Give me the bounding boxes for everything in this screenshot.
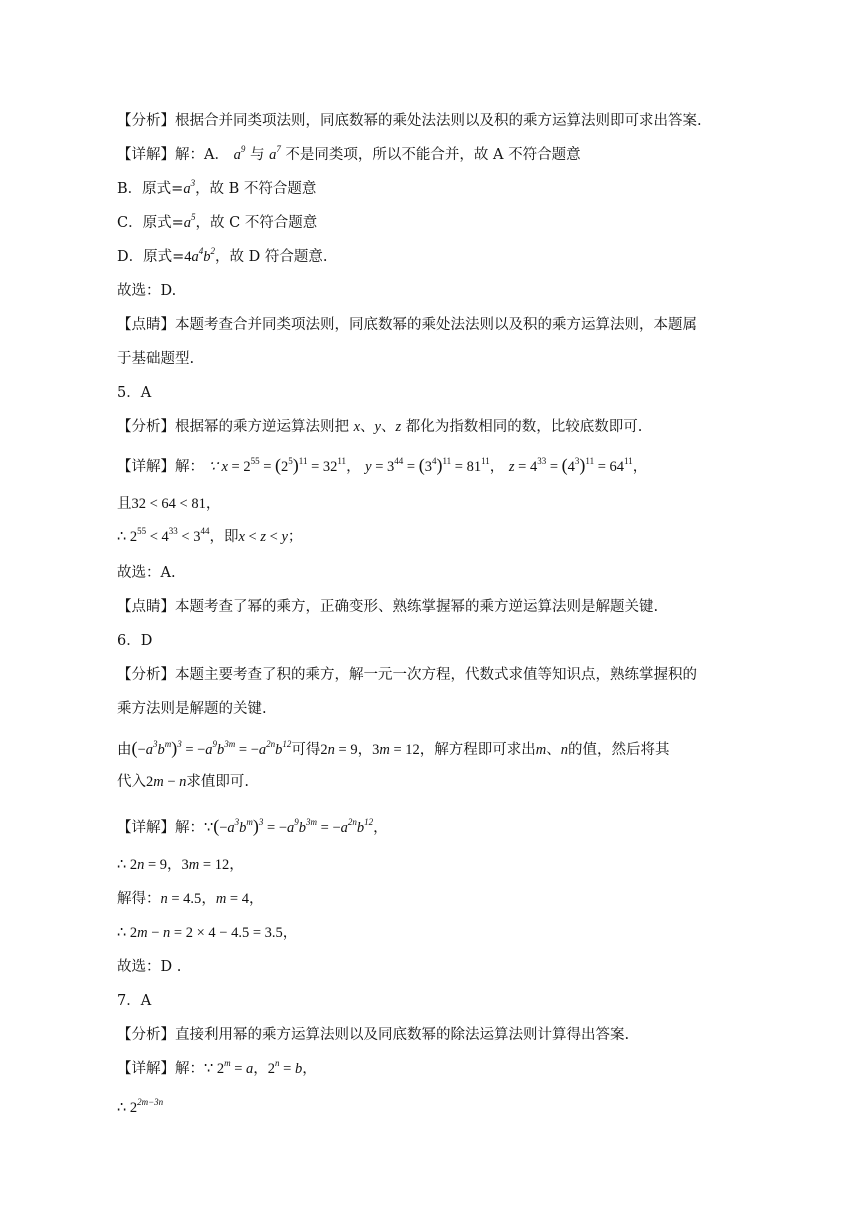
math-expr: 3m = 12 (181, 857, 230, 873)
q4-choice: 故选：D. (117, 283, 177, 299)
math-expr: $(-a^3b^m)^3 = -a^9b^{3m} = -a^{2n}b^{12}$ (131, 738, 292, 758)
q5-number: 5．A (117, 385, 152, 401)
math-expr: 3m = 12 (372, 742, 420, 758)
q6-number: 6．D (117, 633, 153, 649)
q6-substitute: 代入2m − n求值即可. (117, 774, 250, 790)
math-expr: ∴ $2^{55} < 4^{33} < 3^{44}$ (117, 526, 210, 545)
q6-therefore: ∴ 2n = 9，3m = 12， (117, 857, 244, 873)
q7-analysis: 【分析】直接利用幂的乘方运算法则以及同底数幂的除法运算法则计算得出答案. (117, 1027, 630, 1043)
math-expr: ∴ 2m − n = 2 × 4 − 4.5 = 3.5 (117, 925, 283, 941)
math-expr: 2n = 9 (320, 742, 358, 758)
q5-choice: 故选：A. (117, 565, 176, 581)
q6-solution: 解得：n = 4.5，m = 4， (117, 891, 264, 907)
q5-therefore: ∴ $2^{55} < 4^{33} < 3^{44}$，即x < z < y； (117, 526, 303, 545)
math-expr: $\because(-a^3b^m)^3 = -a^9b^{3m} = -a^{2n}b^{12}$ (204, 816, 374, 836)
math-expr: x < z < y (238, 529, 288, 545)
math-expr: 2$^n$ = b (267, 1058, 303, 1077)
math-expr: $a^3$ (183, 178, 196, 197)
q6-analysis-line2: 乘方法则是解题的关键. (117, 701, 267, 717)
math-expr: m = 4 (215, 891, 249, 907)
q6-from: 由$(-a^3b^m)^3 = -a^9b^{3m} = -a^{2n}b^{12}$可得2n = 9，3m = 12，解方程即可求出m、n的值，然后将其 (117, 738, 670, 758)
q7-number: 7．A (117, 993, 152, 1009)
q6-analysis-line1: 【分析】本题主要考查了积的乘方，解一元一次方程，代数式求值等知识点，熟练掌握积的 (117, 667, 697, 683)
q6-detail: 【详解】解：$\because(-a^3b^m)^3 = -a^9b^{3m} = -a^{2n}b^{12}$， (117, 816, 388, 836)
math-expr: $a^7$ (269, 144, 281, 163)
q6-choice: 故选：D . (117, 959, 182, 975)
q6-result: ∴ 2m − n = 2 × 4 − 4.5 = 3.5， (117, 925, 298, 941)
q4-analysis: 【分析】根据合并同类项法则，同底数幂的乘处法法则以及积的乘方运算法则即可求出答案. (117, 113, 702, 129)
q4-comment-line1: 【点睛】本题考查合并同类项法则，同底数幂的乘处法法则以及积的乘方运算法则，本题属 (117, 317, 697, 333)
q5-comment: 【点睛】本题考查了幂的乘方，正确变形、熟练掌握幂的乘方逆运算法则是解题关键. (117, 599, 659, 615)
q5-and: 且32 < 64 < 81， (117, 496, 221, 512)
math-expr: $a^9$ (233, 144, 246, 163)
q4-option-d: D．原式$=4a^4b^2$，故 D 符合题意. (117, 246, 328, 265)
q4-option-b: B．原式$=a^3$，故 B 不符合题意 (117, 178, 317, 197)
math-expr: $y = 3^{44} = (3^4)^{11} = 81^{11}$ (365, 455, 490, 475)
q4-detail-a: 【详解】解：A． $a^9$ 与 $a^7$ 不是同类项，所以不能合并，故 A 不符合题意 (117, 144, 581, 163)
math-expr: 2m − n (146, 774, 187, 790)
math-expr: ∴ $2^{2m-3n}$ (117, 1097, 164, 1116)
q7-detail: 【详解】解：∵ 2$^m$ = a，2$^n$ = b， (117, 1058, 317, 1077)
math-expr: $a^5$ (183, 212, 196, 231)
math-expr: n = 4.5 (160, 891, 202, 907)
math-expr: $z = 4^{33} = (4^3)^{11} = 64^{11}$ (508, 455, 633, 475)
q7-therefore (117, 1098, 747, 1118)
q4-comment-line2: 于基础题型. (117, 351, 195, 367)
math-expr: ∵ $x = 2^{55} = (2^5)^{11} = 32^{11}$ (208, 455, 347, 475)
math-expr: ∴ 2n = 9 (117, 857, 168, 873)
q5-analysis: 【分析】根据幂的乘方逆运算法则把 x、y、z 都化为指数相同的数，比较底数即可. (117, 419, 643, 435)
math-expr: ∵ 2$^m$ = a (204, 1058, 254, 1077)
q5-detail: 【详解】解： ∵ $x = 2^{55} = (2^5)^{11} = 32^{11}$， $y = 3^{44} = (3^4)^{11} = 81^{11}$， $z = 4^{33} = (4^3)^{11} = 64^{11}$， (117, 455, 648, 475)
math-expr: 32 < 64 < 81 (131, 496, 206, 512)
math-expr: $4a^4b^2$ (184, 246, 216, 265)
q4-option-c: C．原式$=a^5$，故 C 不符合题意 (117, 212, 318, 231)
